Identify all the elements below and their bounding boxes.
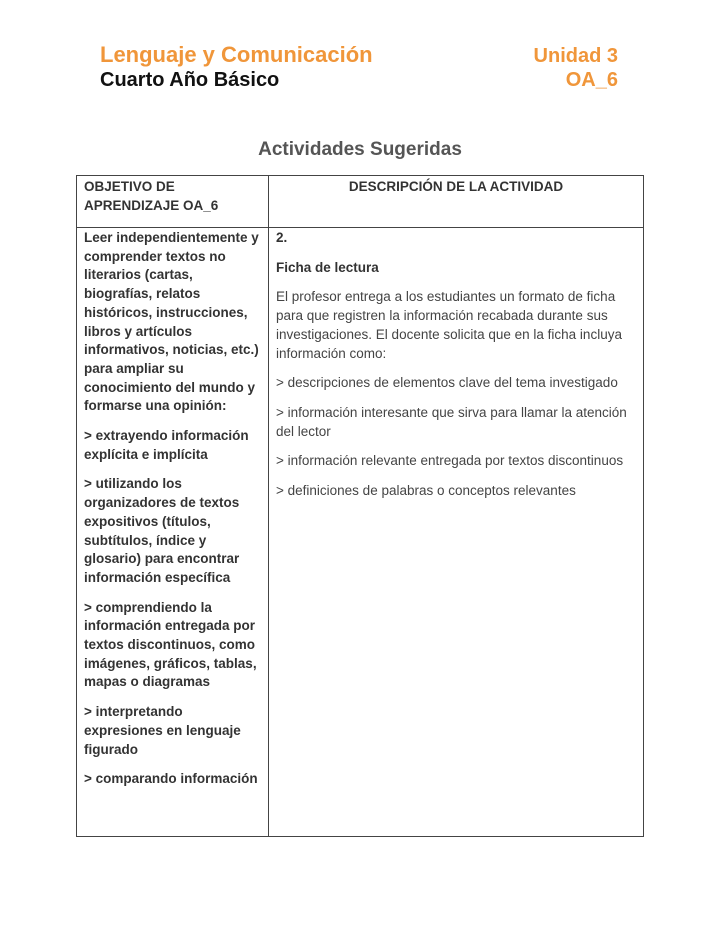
objective-item: > interpretando expresiones en lenguaje figurado: [84, 704, 241, 757]
activity-item: > descripciones de elementos clave del tema investigado: [276, 375, 618, 391]
table-row: [77, 228, 644, 837]
activity-name: Ficha de lectura: [276, 259, 379, 275]
objective-item: > utilizando los organizadores de textos expositivos (títulos, subtítulos, índice y glosario) para encontrar información específica: [84, 476, 240, 585]
activity-number: 2.: [276, 230, 288, 245]
objective-item: > extrayendo información explícita e implícita: [84, 428, 249, 462]
grade-level: Cuarto Año Básico: [100, 69, 280, 91]
subject-title: Lenguaje y Comunicación: [100, 42, 373, 67]
activity-cell: [269, 228, 644, 837]
activity-item: > información relevante entregada por textos discontinuos: [276, 453, 624, 469]
activity-item: > información interesante que sirva para llamar la atención del lector: [276, 404, 627, 439]
activity-item: > definiciones de palabras o conceptos relevantes: [276, 483, 576, 499]
objective-code: OA_6: [565, 69, 618, 91]
unit-label: Unidad 3: [533, 45, 618, 67]
activity-description: El profesor entrega a los estudiantes un formato de ficha para que registren la información recabada durante sus investigaciones. El docente solicita que en la ficha incluya información como:: [276, 289, 622, 361]
page-title: Actividades Sugeridas: [258, 139, 462, 160]
header-description: DESCRIPCIÓN DE LA ACTIVIDAD: [269, 176, 644, 228]
activities-table: [76, 175, 644, 837]
objective-intro: Leer independientemente y comprender textos no literarios (cartas, biografías, relatos históricos, instrucciones, libros y artículos informativos, noticias, etc.) para ampliar su conocimiento del mundo y formarse una opinión:: [84, 230, 259, 414]
document-header-left: [100, 42, 373, 92]
objective-cell: [77, 228, 269, 837]
document-header-right: [534, 44, 618, 92]
objective-item: > comparando información: [84, 771, 258, 787]
header-objective: OBJETIVO DE APRENDIZAJE OA_6: [77, 176, 269, 228]
table-header-row: [77, 176, 644, 228]
objective-item: > comprendiendo la información entregada por textos discontinuos, como imágenes, gráficos, tablas, mapas o diagramas: [84, 599, 257, 690]
